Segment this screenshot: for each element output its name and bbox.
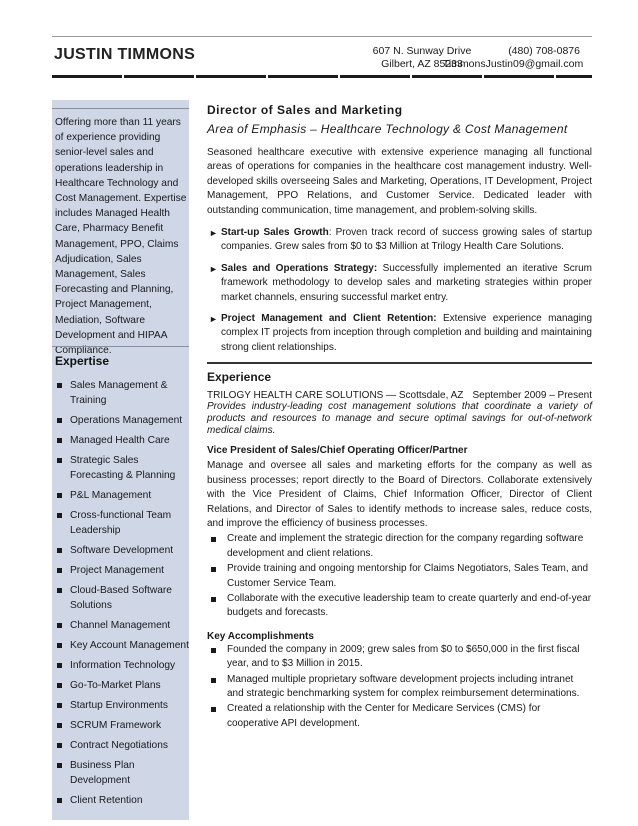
square-bullet-icon — [57, 703, 62, 708]
highlight-lead: Sales and Operations Strategy: — [221, 262, 378, 274]
expertise-item-text: P&L Management — [70, 490, 152, 501]
square-bullet-icon — [57, 458, 62, 463]
expertise-item — [52, 698, 189, 713]
expertise-item — [52, 618, 189, 633]
sidebar — [52, 100, 189, 820]
phone-number: (480) 708-0876 — [508, 45, 580, 57]
expertise-item — [52, 678, 189, 693]
highlight-text: Extensive experience managing complex IT projects from inception through completion and building and maintaining strong client relationships. — [221, 313, 593, 353]
duty-item — [207, 532, 592, 561]
highlight-lead: Start-up Sales Growth — [221, 227, 329, 239]
sidebar-top-rule — [52, 108, 189, 109]
highlights-list — [207, 226, 592, 355]
accomplishment-item-text: Created a relationship with the Center for Medicare Services (CMS) for cooperative API development. — [227, 703, 541, 729]
expertise-item-text: Managed Health Care — [70, 435, 170, 446]
intro-paragraph: Seasoned healthcare executive with extensive experience managing all functional areas of operations for companies in the healthcare cost management industry. Well-developed skills overseeing Sales and Marketing, Operations, IT Development, Project Management, PPO Relations, and Customer Service. Dedicated leader with outstanding communication, time management, and problem-solving skills. — [207, 147, 592, 216]
duties-list — [207, 532, 592, 620]
expertise-item-text: Operations Management — [70, 415, 183, 426]
duty-item — [207, 592, 592, 621]
expertise-item-text: Strategic Sales Forecasting & Planning — [70, 455, 176, 481]
role-description: Manage and oversee all sales and marketing efforts for the company as well as business processes; report directly to the Board of Directors. Collaborate extensively with the Vice President of Claims, Chief Information Officer, Director of Client Relations, and Director of Sales to identify methods to increase sales, reduce costs, and improve the efficiency of business processes. — [207, 460, 592, 529]
contact-block — [438, 45, 588, 71]
expertise-item — [52, 738, 189, 753]
job-role: Vice President of Sales/Chief Operating Officer/Partner — [207, 445, 468, 457]
square-bullet-icon — [211, 707, 216, 712]
expertise-item-text: Cloud-Based Software Solutions — [70, 585, 172, 611]
arrow-bullet-icon: ► — [209, 314, 218, 325]
company-name: TRILOGY HEALTH CARE SOLUTIONS — Scottsdale, AZ — [207, 390, 464, 402]
square-bullet-icon — [57, 418, 62, 423]
expertise-item — [52, 488, 189, 503]
square-bullet-icon — [57, 568, 62, 573]
sidebar-divider — [52, 346, 189, 347]
highlight-item — [207, 226, 592, 255]
expertise-item-text: Client Retention — [70, 795, 143, 806]
square-bullet-icon — [211, 678, 216, 683]
expertise-item — [52, 378, 189, 408]
resume-header — [52, 36, 592, 72]
expertise-item-text: Business Plan Development — [70, 760, 135, 786]
square-bullet-icon — [211, 537, 216, 542]
highlight-separator: : — [328, 227, 336, 239]
square-bullet-icon — [211, 648, 216, 653]
expertise-item-text: SCRUM Framework — [70, 720, 162, 731]
square-bullet-icon — [57, 723, 62, 728]
address-line-2: Gilbert, AZ 85233 — [381, 58, 463, 70]
profile-summary: Offering more than 11 years of experience providing senior-level sales and operations leadership in Healthcare Technology and Cost Management. Expertise includes Managed Health Care, Pharmacy Benefit Management, PPO, Claims Adjudication, Sales Management, Sales Forecasting and Planning, Project Management, Mediation, Software Development and HIPAA Compliance. — [55, 117, 187, 357]
experience-heading: Experience — [207, 370, 272, 385]
expertise-item — [52, 453, 189, 483]
accomplishment-item — [207, 702, 592, 731]
accomplishments-list — [207, 643, 592, 731]
expertise-item — [52, 543, 189, 558]
expertise-item-text: Project Management — [70, 565, 165, 576]
expertise-item-text: Contract Negotiations — [70, 740, 168, 751]
company-line — [207, 390, 592, 401]
highlight-lead: Project Management and Client Retention: — [221, 313, 437, 325]
section-divider — [207, 362, 592, 364]
expertise-item — [52, 758, 189, 788]
expertise-item — [52, 638, 189, 653]
arrow-bullet-icon: ► — [209, 228, 218, 239]
square-bullet-icon — [57, 643, 62, 648]
expertise-item-text: Key Account Management — [70, 640, 189, 651]
header-bottom-rule — [52, 75, 592, 78]
square-bullet-icon — [57, 683, 62, 688]
expertise-item-text: Channel Management — [70, 620, 171, 631]
square-bullet-icon — [57, 513, 62, 518]
expertise-item — [52, 793, 189, 808]
expertise-list — [52, 378, 189, 813]
square-bullet-icon — [57, 548, 62, 553]
square-bullet-icon — [211, 597, 216, 602]
company-description: Provides industry-leading cost management solutions that coordinate a variety of products and resources to manage and secure optimal savings for out-of-network medical claims. — [207, 401, 592, 437]
professional-title: Director of Sales and Marketing — [207, 103, 403, 117]
expertise-item-text: Software Development — [70, 545, 174, 556]
expertise-item — [52, 718, 189, 733]
expertise-item-text: Startup Environments — [70, 700, 168, 711]
arrow-bullet-icon: ► — [209, 263, 218, 274]
address-line-1: 607 N. Sunway Drive — [372, 45, 472, 57]
duty-item-text: Create and implement the strategic direction for the company regarding software development and client relations. — [227, 533, 584, 559]
highlight-text: Proven track record of success growing sales of startup companies. Grew sales from $0 to $3 Million at Trilogy Health Care Solutions. — [221, 227, 593, 253]
square-bullet-icon — [211, 567, 216, 572]
main-content — [207, 100, 592, 732]
accomplishment-item — [207, 643, 592, 672]
expertise-item — [52, 658, 189, 673]
highlight-item — [207, 312, 592, 355]
square-bullet-icon — [57, 623, 62, 628]
accomplishments-heading: Key Accomplishments — [207, 630, 314, 642]
area-of-emphasis: Area of Emphasis – Healthcare Technology & Cost Management — [207, 122, 568, 136]
square-bullet-icon — [57, 588, 62, 593]
duty-item-text: Collaborate with the executive leadership team to create quarterly and end-of-year budgets and forecasts. — [227, 592, 592, 619]
email-address: TimmonsJustin09@gmail.com — [442, 58, 584, 70]
candidate-name: JUSTIN TIMMONS — [54, 46, 196, 63]
square-bullet-icon — [57, 798, 62, 803]
expertise-item-text: Sales Management & Training — [70, 380, 168, 406]
square-bullet-icon — [57, 763, 62, 768]
expertise-item — [52, 413, 189, 428]
expertise-item-text: Information Technology — [70, 660, 176, 671]
expertise-item-text: Go-To-Market Plans — [70, 680, 161, 691]
expertise-item — [52, 563, 189, 578]
expertise-heading: Expertise — [55, 354, 110, 368]
highlight-text: Successfully implemented an iterative Scrum framework methodology to develop sales and marketing strategies within proper market channels, ensuring successful market entry. — [221, 262, 592, 303]
accomplishment-item-text: Founded the company in 2009; grew sales from $0 to $650,000 in the first fiscal year, and to $3 Million in 2015. — [227, 643, 580, 670]
square-bullet-icon — [57, 383, 62, 388]
highlight-item — [207, 262, 592, 305]
duty-item — [207, 562, 592, 591]
square-bullet-icon — [57, 493, 62, 498]
duty-item-text: Provide training and ongoing mentorship for Claims Negotiators, Sales Team, and Customer Service Team. — [227, 563, 589, 589]
square-bullet-icon — [57, 663, 62, 668]
accomplishment-item — [207, 673, 592, 702]
expertise-item-text: Cross-functional Team Leadership — [70, 510, 172, 536]
square-bullet-icon — [57, 438, 62, 443]
employment-dates: September 2009 – Present — [472, 390, 592, 402]
square-bullet-icon — [57, 743, 62, 748]
expertise-item — [52, 433, 189, 448]
accomplishment-item-text: Managed multiple proprietary software development projects including intranet and strategic benchmarking system for complex reimbursement determinations. — [227, 673, 580, 699]
expertise-item — [52, 508, 189, 538]
expertise-item — [52, 583, 189, 613]
